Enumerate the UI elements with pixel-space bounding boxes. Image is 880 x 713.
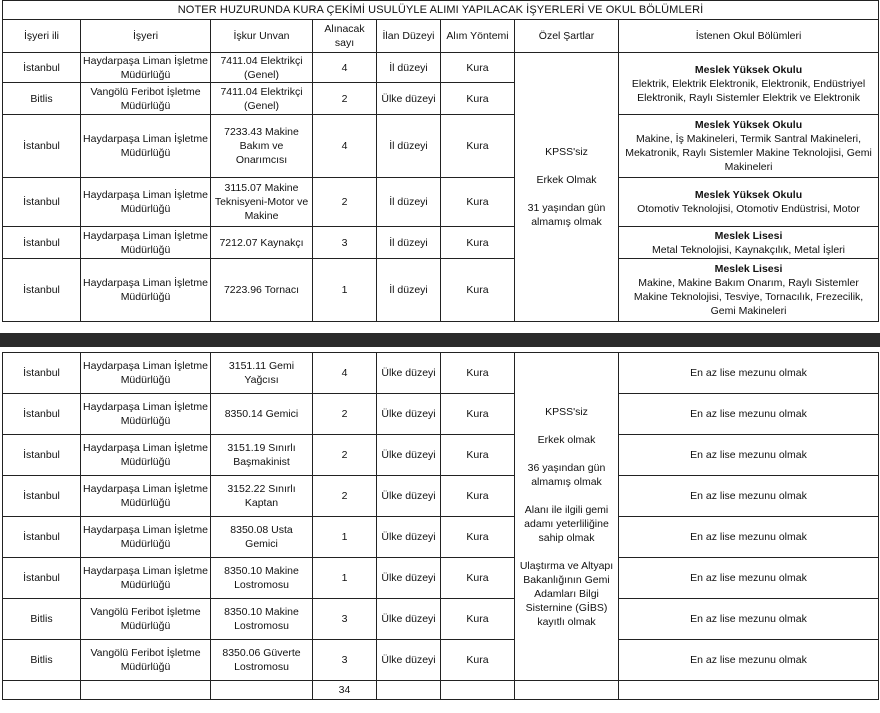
table-row — [3, 640, 879, 681]
table-row — [3, 259, 879, 322]
cell-ilan: Ülke düzeyi — [377, 394, 441, 435]
program-type: Meslek Lisesi — [714, 263, 783, 275]
cell-il: İstanbul — [3, 115, 81, 178]
total-empty-cell — [515, 681, 619, 700]
table-row — [3, 599, 879, 640]
cell-yontem: Kura — [441, 353, 515, 394]
cell-unvan: 7411.04 Elektrikçi (Genel) — [211, 83, 313, 115]
page-divider — [0, 333, 880, 347]
program-text: Makine, İş Makineleri, Termik Santral Makineleri, Mekatronik, Raylı Sistemler Makine Teknolojisi, Gemi Makineleri — [625, 133, 872, 173]
cell-il: Bitlis — [3, 599, 81, 640]
cell-sayi: 1 — [313, 259, 377, 322]
program-cell — [619, 53, 879, 115]
cell-sayi: 4 — [313, 353, 377, 394]
table-row — [3, 115, 879, 178]
cell-bolum: En az lise mezunu olmak — [619, 353, 879, 394]
program-cell — [619, 115, 879, 178]
total-empty-cell — [211, 681, 313, 700]
cell-sayi: 4 — [313, 53, 377, 83]
header-unvan: İşkur Unvan — [211, 20, 313, 53]
table-row — [3, 227, 879, 259]
header-sartlar: Özel Şartlar — [515, 20, 619, 53]
program-cell — [619, 227, 879, 259]
cell-sayi: 2 — [313, 394, 377, 435]
cell-unvan: 3152.22 Sınırlı Kaptan — [211, 476, 313, 517]
cell-il: İstanbul — [3, 435, 81, 476]
cell-sayi: 3 — [313, 640, 377, 681]
condition-text: KPSS'siz — [545, 146, 588, 158]
cell-il: İstanbul — [3, 259, 81, 322]
cell-unvan: 8350.10 Makine Lostromosu — [211, 599, 313, 640]
cell-il: İstanbul — [3, 53, 81, 83]
cell-il: Bitlis — [3, 83, 81, 115]
program-cell — [619, 178, 879, 227]
cell-ilan: Ülke düzeyi — [377, 599, 441, 640]
cell-bolum: En az lise mezunu olmak — [619, 640, 879, 681]
cell-isyeri: Haydarpaşa Liman İşletme Müdürlüğü — [81, 476, 211, 517]
cell-sayi: 3 — [313, 599, 377, 640]
cell-il: Bitlis — [3, 640, 81, 681]
page-title: NOTER HUZURUNDA KURA ÇEKİMİ USULÜYLE ALIMI YAPILACAK İŞYERLERİ VE OKUL BÖLÜMLERİ — [3, 1, 879, 20]
cell-il: İstanbul — [3, 476, 81, 517]
cell-isyeri: Haydarpaşa Liman İşletme Müdürlüğü — [81, 353, 211, 394]
cell-sayi: 1 — [313, 558, 377, 599]
cell-unvan: 7212.07 Kaynakçı — [211, 227, 313, 259]
cell-sayi: 2 — [313, 476, 377, 517]
cell-isyeri: Haydarpaşa Liman İşletme Müdürlüğü — [81, 53, 211, 83]
header-isyeri: İşyeri — [81, 20, 211, 53]
cell-yontem: Kura — [441, 53, 515, 83]
cell-isyeri: Haydarpaşa Liman İşletme Müdürlüğü — [81, 178, 211, 227]
cell-isyeri: Haydarpaşa Liman İşletme Müdürlüğü — [81, 517, 211, 558]
cell-unvan: 8350.08 Usta Gemici — [211, 517, 313, 558]
cell-isyeri: Haydarpaşa Liman İşletme Müdürlüğü — [81, 227, 211, 259]
cell-il: İstanbul — [3, 178, 81, 227]
table-row — [3, 435, 879, 476]
table-row — [3, 394, 879, 435]
cell-bolum: En az lise mezunu olmak — [619, 435, 879, 476]
table-row — [3, 53, 879, 83]
cell-yontem: Kura — [441, 115, 515, 178]
cell-sayi: 2 — [313, 178, 377, 227]
cell-il: İstanbul — [3, 517, 81, 558]
cell-yontem: Kura — [441, 394, 515, 435]
condition-text: Erkek olmak — [537, 433, 596, 446]
program-text: Metal Teknolojisi, Kaynakçılık, Metal İşleri — [652, 243, 846, 256]
program-type: Meslek Lisesi — [714, 229, 783, 242]
cell-ilan: Ülke düzeyi — [377, 476, 441, 517]
cell-isyeri: Haydarpaşa Liman İşletme Müdürlüğü — [81, 394, 211, 435]
cell-sayi: 4 — [313, 115, 377, 178]
program-type: Meslek Yüksek Okulu — [694, 119, 803, 131]
cell-ilan: İl düzeyi — [377, 115, 441, 178]
condition-text: 31 yaşından gün almamış olmak — [527, 202, 606, 228]
header-bolumler: İstenen Okul Bölümleri — [619, 20, 879, 53]
condition-text: Ulaştırma ve Altyapı Bakanlığının Gemi Adamları Bilgi Sisternine (GİBS) kayıtlı olmak — [519, 559, 614, 628]
cell-ilan: Ülke düzeyi — [377, 517, 441, 558]
cell-yontem: Kura — [441, 517, 515, 558]
cell-sayi: 3 — [313, 227, 377, 259]
cell-unvan: 3115.07 Makine Teknisyeni-Motor ve Makine — [211, 178, 313, 227]
cell-unvan: 7233.43 Makine Bakım ve Onarımcısı — [211, 115, 313, 178]
cell-isyeri: Haydarpaşa Liman İşletme Müdürlüğü — [81, 115, 211, 178]
cell-bolum: En az lise mezunu olmak — [619, 476, 879, 517]
cell-yontem: Kura — [441, 640, 515, 681]
bottom-special-conditions — [515, 353, 619, 681]
cell-ilan: İl düzeyi — [377, 53, 441, 83]
cell-unvan: 8350.10 Makine Lostromosu — [211, 558, 313, 599]
cell-il: İstanbul — [3, 353, 81, 394]
total-row — [3, 681, 879, 700]
program-text: Otomotiv Teknolojisi, Otomotiv Endüstrisi, Motor — [637, 203, 860, 215]
table-row — [3, 558, 879, 599]
table-row — [3, 476, 879, 517]
cell-yontem: Kura — [441, 558, 515, 599]
program-text: Elektrik, Elektrik Elektronik, Elektronik, Endüstriyel Elektronik, Raylı Sistemler Elektrik ve Elektronik — [631, 77, 866, 104]
total-empty-cell — [377, 681, 441, 700]
cell-ilan: Ülke düzeyi — [377, 558, 441, 599]
cell-il: İstanbul — [3, 394, 81, 435]
cell-bolum: En az lise mezunu olmak — [619, 558, 879, 599]
cell-isyeri: Haydarpaşa Liman İşletme Müdürlüğü — [81, 435, 211, 476]
condition-text: KPSS'siz — [545, 405, 588, 418]
program-type: Meslek Yüksek Okulu — [694, 189, 803, 201]
cell-isyeri: Vangölü Feribot İşletme Müdürlüğü — [81, 640, 211, 681]
header-yontem: Alım Yöntemi — [441, 20, 515, 53]
header-sayi: Alınacak sayı — [313, 20, 377, 53]
cell-yontem: Kura — [441, 435, 515, 476]
cell-isyeri: Haydarpaşa Liman İşletme Müdürlüğü — [81, 259, 211, 322]
cell-unvan: 7411.04 Elektrikçi (Genel) — [211, 53, 313, 83]
header-row — [3, 20, 879, 53]
cell-unvan: 3151.11 Gemi Yağcısı — [211, 353, 313, 394]
cell-il: İstanbul — [3, 558, 81, 599]
condition-text: Alanı ile ilgili gemi adamı yeterliliğine sahip olmak — [524, 503, 609, 544]
cell-sayi: 2 — [313, 435, 377, 476]
condition-text: Erkek Olmak — [536, 174, 597, 186]
cell-ilan: Ülke düzeyi — [377, 640, 441, 681]
header-il: İşyeri ili — [3, 20, 81, 53]
cell-ilan: İl düzeyi — [377, 259, 441, 322]
cell-yontem: Kura — [441, 178, 515, 227]
program-type: Meslek Yüksek Okulu — [694, 63, 803, 76]
program-text: Makine, Makine Bakım Onarım, Raylı Sistemler Makine Teknolojisi, Tesviye, Tornacılık, Frezecilik, Gemi Makineleri — [633, 277, 864, 317]
cell-isyeri: Vangölü Feribot İşletme Müdürlüğü — [81, 83, 211, 115]
cell-ilan: İl düzeyi — [377, 178, 441, 227]
cell-unvan: 8350.14 Gemici — [211, 394, 313, 435]
top-special-conditions — [515, 53, 619, 322]
cell-bolum: En az lise mezunu olmak — [619, 599, 879, 640]
cell-ilan: Ülke düzeyi — [377, 83, 441, 115]
top-positions-table — [2, 0, 879, 322]
total-empty-cell — [3, 681, 81, 700]
cell-il: İstanbul — [3, 227, 81, 259]
cell-isyeri: Vangölü Feribot İşletme Müdürlüğü — [81, 599, 211, 640]
cell-sayi: 1 — [313, 517, 377, 558]
bottom-positions-table — [2, 352, 879, 700]
cell-bolum: En az lise mezunu olmak — [619, 394, 879, 435]
cell-unvan: 3151.19 Sınırlı Başmakinist — [211, 435, 313, 476]
cell-bolum: En az lise mezunu olmak — [619, 517, 879, 558]
total-empty-cell — [81, 681, 211, 700]
cell-ilan: İl düzeyi — [377, 227, 441, 259]
cell-yontem: Kura — [441, 227, 515, 259]
table-row — [3, 353, 879, 394]
total-count: 34 — [313, 681, 377, 700]
condition-text: 36 yaşından gün almamış olmak — [527, 461, 606, 488]
cell-isyeri: Haydarpaşa Liman İşletme Müdürlüğü — [81, 558, 211, 599]
cell-yontem: Kura — [441, 83, 515, 115]
total-empty-cell — [619, 681, 879, 700]
cell-yontem: Kura — [441, 599, 515, 640]
cell-yontem: Kura — [441, 476, 515, 517]
total-empty-cell — [441, 681, 515, 700]
table-row — [3, 517, 879, 558]
table-row — [3, 178, 879, 227]
cell-sayi: 2 — [313, 83, 377, 115]
cell-unvan: 8350.06 Güverte Lostromosu — [211, 640, 313, 681]
cell-ilan: Ülke düzeyi — [377, 435, 441, 476]
program-cell — [619, 259, 879, 322]
cell-unvan: 7223.96 Tornacı — [211, 259, 313, 322]
cell-ilan: Ülke düzeyi — [377, 353, 441, 394]
header-ilan: İlan Düzeyi — [377, 20, 441, 53]
cell-yontem: Kura — [441, 259, 515, 322]
